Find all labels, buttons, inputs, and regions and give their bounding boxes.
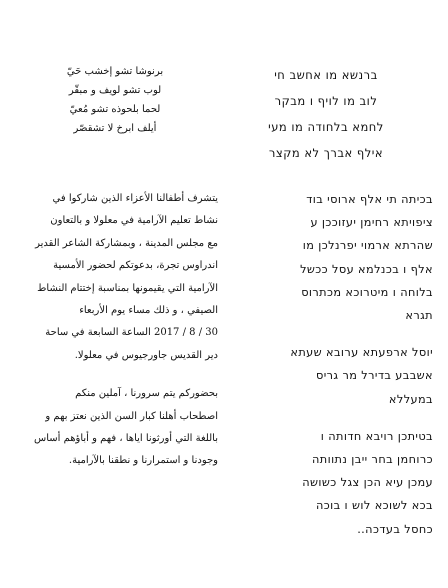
aramaic-text-line: ציפויתא רחימן יעזוככן ע <box>310 216 433 230</box>
aramaic-text-line: אלף ו בכנלמא עסל ככשל <box>300 262 433 276</box>
aramaic-paragraph-1 <box>225 188 433 327</box>
arabic-text-line: اصطحاب أهلنا كبار السن الذين نعتز بهم و <box>45 410 218 422</box>
poem-arabic-line: أيلف ابرخ لا تشقصّر <box>73 123 157 134</box>
arabic-text-line: الآرامية التي يقيمونها بمناسبة إختتام النشاط <box>37 282 218 294</box>
arabic-text-line: دير القديس جاورجيوس في معلولا. <box>74 349 218 361</box>
poem-aramaic <box>228 62 424 166</box>
arabic-text-line: 30 / 8 / 2017 الساعة السابعة في ساحة <box>45 327 218 339</box>
aramaic-text-line: שהרתא ארמוי יפרנלכן מו <box>302 239 433 253</box>
arabic-text-line: نشاط تعليم الآرامية في معلولا و بالتعاون <box>50 215 218 227</box>
arabic-text-line: الصيفي ، و ذلك مساء يوم الأربعاء <box>79 305 218 317</box>
poem-arabic-line: برنوشا تشو إخشب حَيّ <box>66 66 164 77</box>
aramaic-text-line: עמכן עיא הכן צגל כשושה <box>302 476 433 490</box>
poem-arabic <box>20 62 210 138</box>
arabic-paragraph-2 <box>12 383 218 473</box>
invitation-text-aramaic <box>225 188 433 541</box>
poem-arabic-line: لحما بلحوذه تشو مُعيّ <box>69 104 161 115</box>
poem-aramaic-line: לוב מו לויף ו מבקר <box>274 94 378 108</box>
arabic-text-line: باللغة التي أورثونا اياها ، فهم و أباؤهم أساس <box>33 433 218 445</box>
arabic-text-line: بحضوركم يتم سرورنا ، آملين منكم <box>75 388 218 400</box>
aramaic-text-line: בטיתכן רויבא חדותה ו <box>320 429 433 443</box>
aramaic-paragraph-3 <box>225 425 433 541</box>
aramaic-text-line: כחסל בעדכה.. <box>357 522 433 536</box>
arabic-text-line: وجودنا و استمرارنا و نطقنا بالآرامية. <box>68 455 218 467</box>
aramaic-text-line: כרוחמן בחר ייבן נתוותה <box>312 453 433 467</box>
poem-arabic-line: لوب تشو لويف و مبقّر <box>68 85 162 96</box>
arabic-text-line: اندراوس تجرة، بدعوتكم لحضور الأمسية <box>53 260 218 272</box>
aramaic-text-line: בלוחה ו מיטרוכא מכתרוס <box>301 285 433 299</box>
aramaic-text-line: בכא לשוכא לוש ו בוכה <box>316 499 433 513</box>
poem-aramaic-line: אילף אברך לא מקצר <box>268 146 384 160</box>
arabic-text-line: يتشرف أطفالنا الأعزاء الذين شاركوا في <box>52 193 218 204</box>
poem-aramaic-line: ברנשא מו אחשב חי <box>274 68 378 82</box>
invitation-text-arabic <box>12 188 218 473</box>
poem-aramaic-line: לחמא בלחודה מו מעי <box>268 120 384 134</box>
aramaic-text-line: תגרא <box>405 309 433 323</box>
aramaic-text-line: אשבבע בדירל מר גריס <box>315 369 433 383</box>
aramaic-text-line: בכיתה תי אלף ארוסי בוד <box>306 193 433 206</box>
arabic-paragraph-1 <box>12 188 218 367</box>
aramaic-text-line: יוסל ארפעתא ערובא שעתא <box>290 346 433 360</box>
aramaic-text-line: במעללא <box>388 392 433 406</box>
aramaic-paragraph-2 <box>225 341 433 411</box>
arabic-text-line: مع مجلس المدينة ، وبمشاركة الشاعر القدير <box>35 237 218 249</box>
